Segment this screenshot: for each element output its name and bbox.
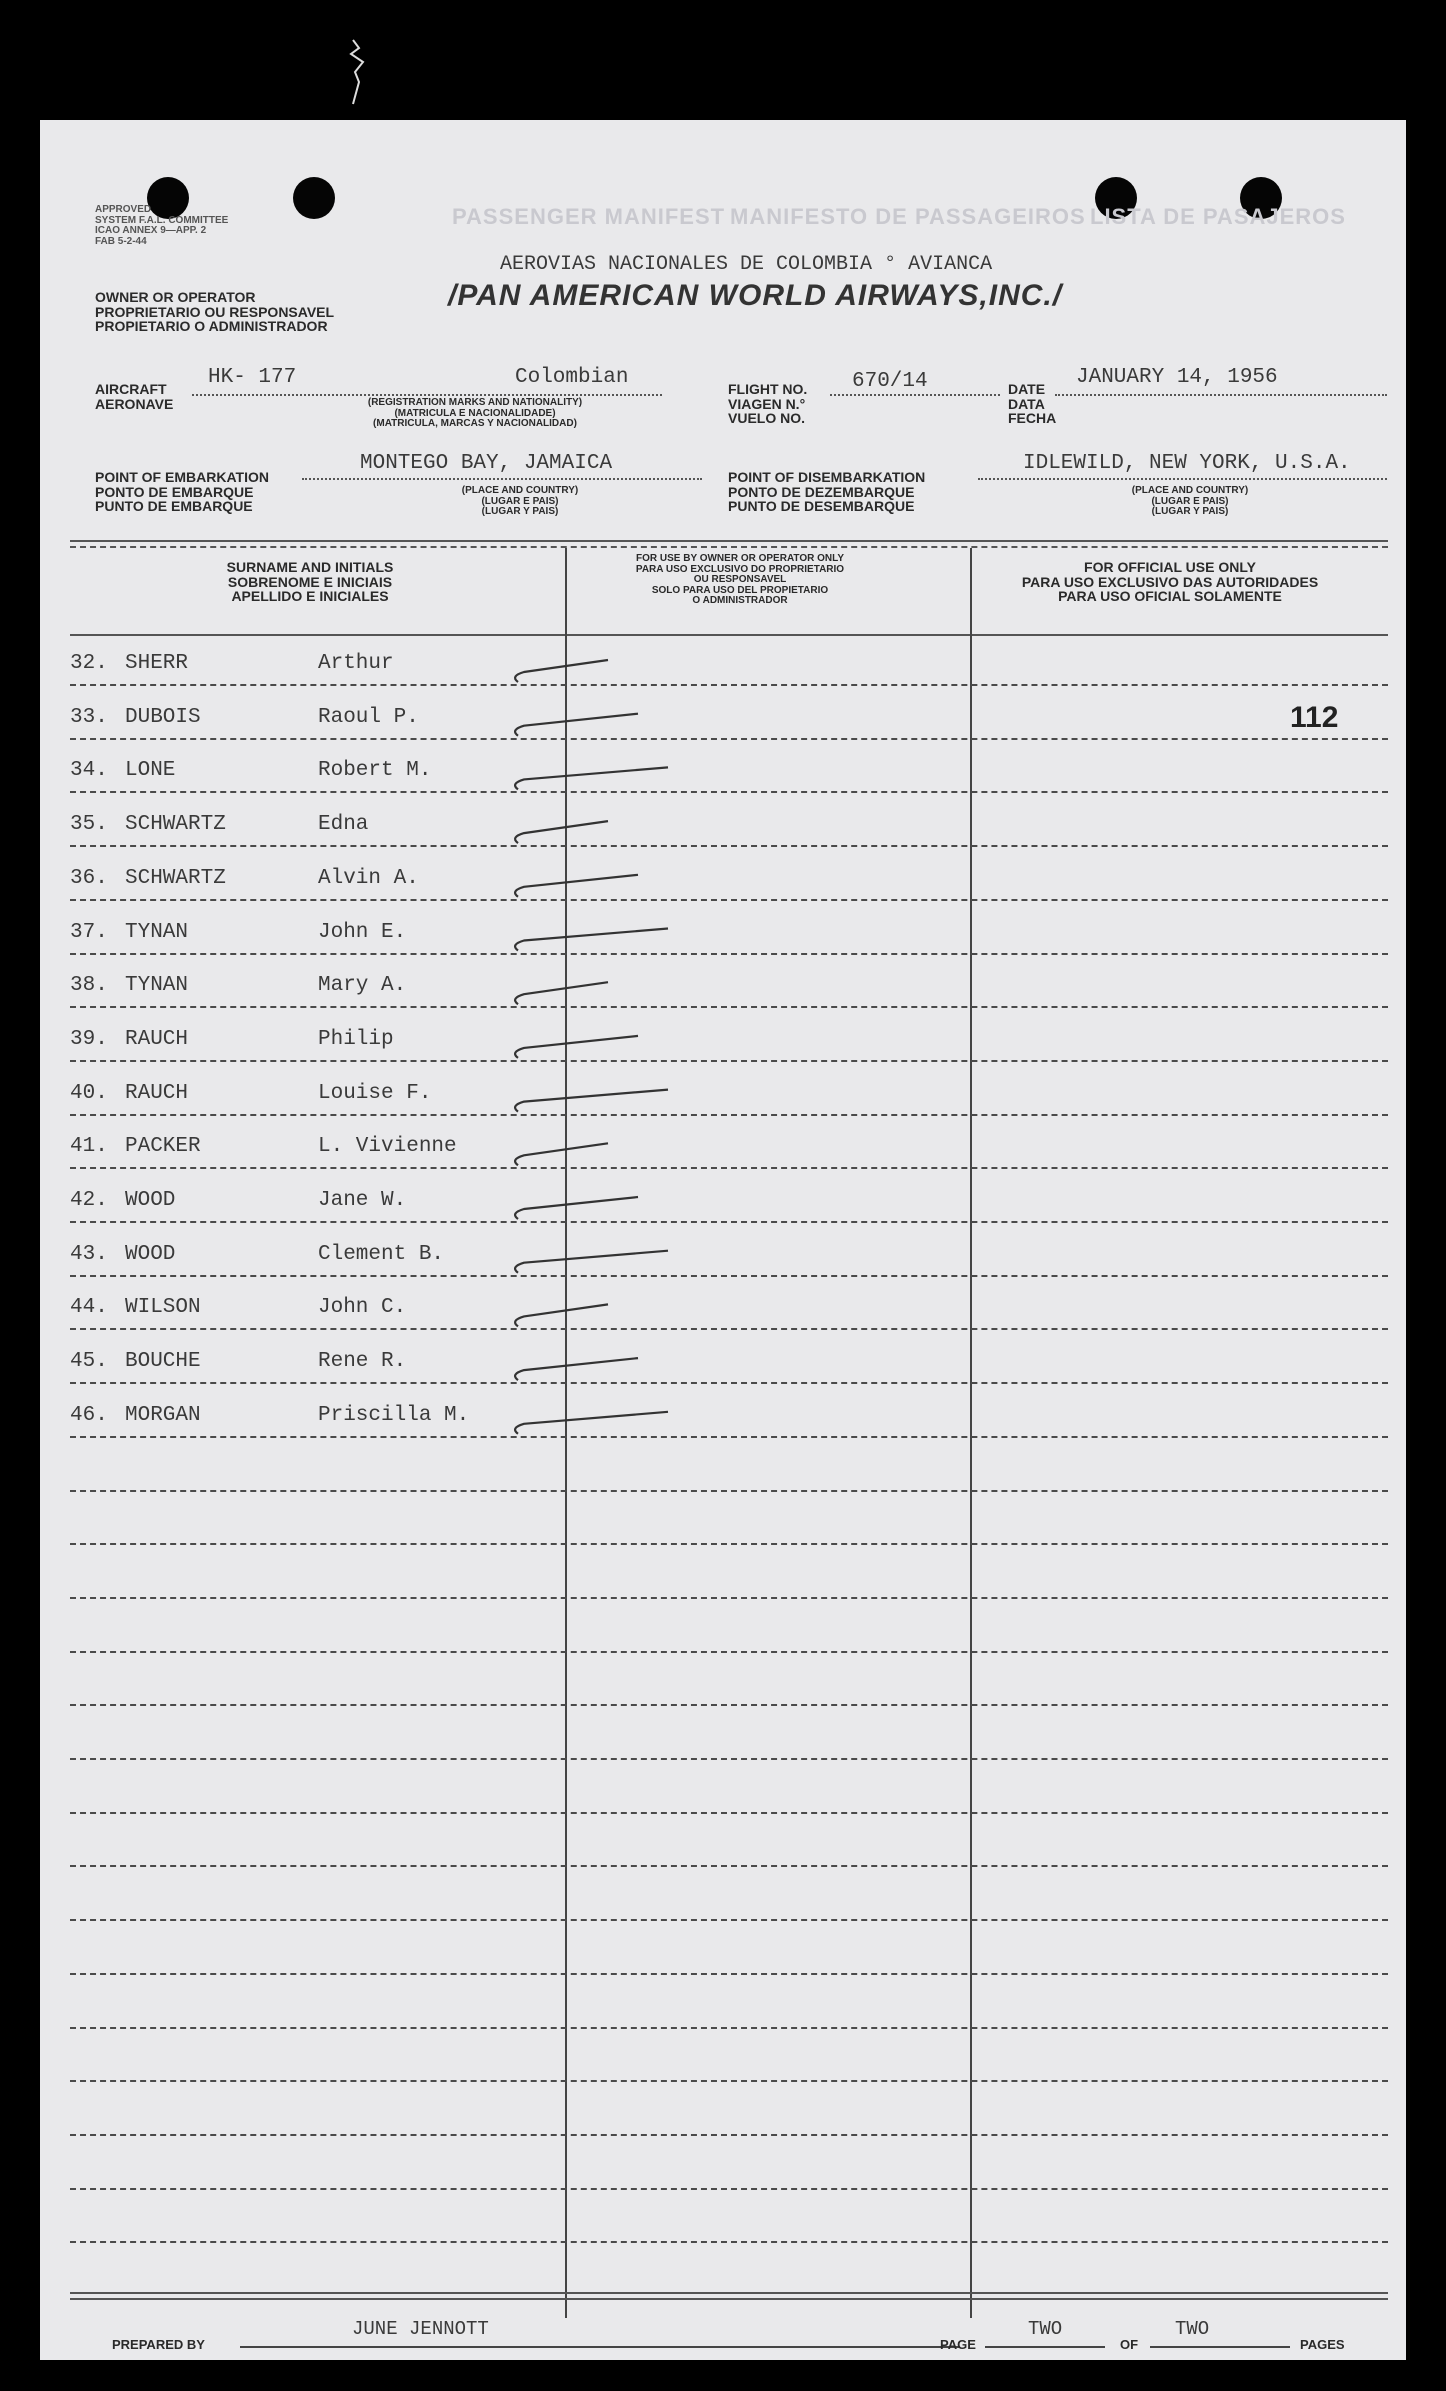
tick-mark bbox=[515, 1143, 608, 1165]
ruled-line bbox=[70, 845, 1388, 847]
tick-mark bbox=[515, 929, 668, 951]
passenger-given-name: Robert M. bbox=[318, 759, 432, 783]
ruled-line bbox=[70, 1812, 1388, 1814]
ruled-line bbox=[70, 1328, 1388, 1330]
tick-mark bbox=[515, 875, 638, 897]
ruled-line bbox=[70, 1275, 1388, 1277]
pages-label: PAGES bbox=[1300, 2337, 1345, 2352]
tick-mark bbox=[515, 1304, 608, 1326]
official-number-stamp: 112 bbox=[1290, 701, 1339, 734]
ruled-line bbox=[70, 1221, 1388, 1223]
passenger-number: 46. bbox=[70, 1403, 108, 1427]
ruled-line bbox=[70, 738, 1388, 740]
ruled-line bbox=[70, 1114, 1388, 1116]
passenger-surname: BOUCHE bbox=[125, 1350, 201, 1374]
passenger-number: 37. bbox=[70, 920, 108, 944]
ruled-line bbox=[70, 1919, 1388, 1921]
tick-mark bbox=[515, 767, 668, 789]
passenger-given-name: Mary A. bbox=[318, 974, 407, 998]
flight-number-label: FLIGHT NO. VIAGEN N.° VUELO NO. bbox=[728, 381, 808, 427]
ruled-line bbox=[70, 1651, 1388, 1653]
tick-mark bbox=[515, 1358, 638, 1380]
embarkation-point: MONTEGO BAY, JAMAICA bbox=[360, 452, 613, 475]
ruled-line bbox=[70, 2027, 1388, 2029]
disembarkation-caption: (PLACE AND COUNTRY) (LUGAR E PAIS) (LUGAR Y PAIS) bbox=[1131, 485, 1249, 517]
registration-caption: (REGISTRATION MARKS AND NATIONALITY) (MATRICULA E NACIONALIDADE) (MATRICULA, MARCAS Y NACIONALIDAD) bbox=[367, 397, 583, 429]
passenger-given-name: Clement B. bbox=[318, 1242, 445, 1266]
passenger-number: 43. bbox=[70, 1242, 108, 1266]
passenger-surname: RAUCH bbox=[125, 1081, 189, 1105]
ruled-line bbox=[70, 2241, 1388, 2243]
passenger-number: 41. bbox=[70, 1135, 108, 1159]
ruled-line bbox=[70, 2134, 1388, 2136]
tick-mark bbox=[515, 660, 608, 682]
passenger-surname: WOOD bbox=[125, 1189, 176, 1212]
ruled-line bbox=[70, 1973, 1388, 1975]
passenger-manifest-sheet bbox=[40, 120, 1406, 2360]
flight-date: JANUARY 14, 1956 bbox=[1076, 366, 1278, 389]
passenger-number: 42. bbox=[70, 1189, 108, 1212]
passenger-surname: LONE bbox=[125, 759, 176, 783]
passenger-given-name: Arthur bbox=[318, 652, 394, 675]
operator-stamp: /PAN AMERICAN WORLD AIRWAYS,INC./ bbox=[448, 279, 1063, 312]
passenger-surname: MORGAN bbox=[125, 1403, 201, 1427]
ruled-line bbox=[70, 953, 1388, 955]
passenger-surname: SHERR bbox=[125, 652, 189, 675]
aircraft-label: AIRCRAFT AERONAVE bbox=[95, 381, 174, 412]
passenger-surname: SCHWARTZ bbox=[125, 813, 226, 837]
ruled-line bbox=[70, 1865, 1388, 1867]
column-header-official-use: FOR OFFICIAL USE ONLY PARA USO EXCLUSIVO DAS AUTORIDADES PARA USO OFICIAL SOLAMENTE bbox=[1021, 559, 1319, 605]
ruled-line bbox=[70, 899, 1388, 901]
tick-mark bbox=[515, 1251, 668, 1273]
passenger-number: 39. bbox=[70, 1027, 108, 1051]
passenger-surname: RAUCH bbox=[125, 1027, 189, 1051]
tick-mark bbox=[515, 982, 608, 1004]
date-label: DATE DATA FECHA bbox=[1008, 381, 1057, 427]
passenger-number: 36. bbox=[70, 866, 108, 890]
passenger-surname: TYNAN bbox=[125, 974, 189, 998]
tick-mark bbox=[515, 1090, 668, 1112]
form-approval-note: APPROVED SYSTEM F.A.L. COMMITTEE ICAO ANNEX 9—APP. 2 FAB 5-2-44 bbox=[95, 204, 229, 247]
tick-mark bbox=[515, 821, 608, 843]
owner-operator-label: OWNER OR OPERATOR PROPRIETARIO OU RESPONSAVEL PROPIETARIO O ADMINISTRADOR bbox=[95, 289, 335, 335]
passenger-surname: PACKER bbox=[125, 1135, 201, 1159]
passenger-given-name: Priscilla M. bbox=[318, 1403, 470, 1427]
passenger-given-name: Rene R. bbox=[318, 1350, 407, 1374]
tick-mark bbox=[515, 1036, 638, 1058]
ruled-line bbox=[70, 2080, 1388, 2082]
page-label: PAGE bbox=[940, 2337, 976, 2352]
form-title-portuguese: MANIFESTO DE PASSAGEIROS bbox=[730, 204, 1086, 229]
form-title-english: PASSENGER MANIFEST bbox=[452, 204, 726, 229]
passenger-given-name: L. Vivienne bbox=[318, 1135, 457, 1159]
passenger-number: 38. bbox=[70, 974, 108, 998]
embarkation-label: POINT OF EMBARKATION PONTO DE EMBARQUE PUNTO DE EMBARQUE bbox=[95, 469, 269, 515]
passenger-number: 40. bbox=[70, 1081, 108, 1105]
ruled-line bbox=[70, 1543, 1388, 1545]
ruled-line bbox=[70, 1704, 1388, 1706]
tick-marks bbox=[40, 120, 1406, 2360]
passenger-given-name: Louise F. bbox=[318, 1081, 432, 1105]
passenger-number: 45. bbox=[70, 1350, 108, 1374]
column-header-names: SURNAME AND INITIALS SOBRENOME E INICIAIS APELLIDO E INICIALES bbox=[226, 559, 394, 605]
ruled-line bbox=[70, 1167, 1388, 1169]
passenger-given-name: Raoul P. bbox=[318, 705, 419, 729]
of-label: OF bbox=[1120, 2337, 1139, 2352]
pen-scratch-mark bbox=[345, 38, 375, 108]
tick-mark bbox=[515, 714, 638, 736]
tick-mark bbox=[515, 1197, 638, 1219]
ruled-line bbox=[70, 684, 1388, 686]
passenger-given-name: Alvin A. bbox=[318, 866, 419, 890]
passenger-given-name: John E. bbox=[318, 920, 407, 944]
ruled-line bbox=[70, 1006, 1388, 1008]
prepared-by-name: JUNE JENNOTT bbox=[352, 2318, 489, 2340]
form-title-spanish: LISTA DE PASAJEROS bbox=[1090, 204, 1346, 229]
page-total: TWO bbox=[1175, 2318, 1210, 2340]
passenger-surname: WOOD bbox=[125, 1242, 176, 1266]
passenger-surname: WILSON bbox=[125, 1296, 201, 1320]
ruled-line bbox=[70, 1436, 1388, 1438]
ruled-line bbox=[70, 1490, 1388, 1492]
passenger-given-name: Jane W. bbox=[318, 1189, 407, 1212]
passenger-number: 35. bbox=[70, 813, 108, 837]
disembarkation-point: IDLEWILD, NEW YORK, U.S.A. bbox=[1023, 452, 1351, 475]
passenger-surname: DUBOIS bbox=[125, 705, 201, 729]
passenger-number: 33. bbox=[70, 705, 108, 729]
ruled-line bbox=[70, 2188, 1388, 2190]
passenger-number: 32. bbox=[70, 652, 108, 675]
passenger-surname: SCHWARTZ bbox=[125, 866, 226, 890]
operator-typed-name: AEROVIAS NACIONALES DE COLOMBIA ° AVIANCA bbox=[500, 253, 993, 276]
passenger-given-name: Edna bbox=[318, 813, 369, 837]
passenger-given-name: Philip bbox=[318, 1027, 394, 1051]
passenger-number: 34. bbox=[70, 759, 108, 783]
ruled-line bbox=[70, 1060, 1388, 1062]
passenger-number: 44. bbox=[70, 1296, 108, 1320]
embarkation-caption: (PLACE AND COUNTRY) (LUGAR E PAIS) (LUGAR Y PAIS) bbox=[461, 485, 579, 517]
passenger-surname: TYNAN bbox=[125, 920, 189, 944]
ruled-line bbox=[70, 1382, 1388, 1384]
passenger-given-name: John C. bbox=[318, 1296, 407, 1320]
ruled-line bbox=[70, 791, 1388, 793]
ruled-line bbox=[70, 1758, 1388, 1760]
aircraft-nationality: Colombian bbox=[515, 366, 629, 389]
aircraft-registration: HK- 177 bbox=[208, 366, 297, 389]
page-number: TWO bbox=[1028, 2318, 1063, 2340]
ruled-line bbox=[70, 1597, 1388, 1599]
prepared-by-label: PREPARED BY bbox=[112, 2337, 205, 2352]
disembarkation-label: POINT OF DISEMBARKATION PONTO DE DEZEMBARQUE PUNTO DE DESEMBARQUE bbox=[728, 469, 926, 515]
column-header-owner-use: FOR USE BY OWNER OR OPERATOR ONLY PARA USO EXCLUSIVO DO PROPRIETARIO OU RESPONSAVEL SOLO PARA USO DEL PROPIETARIO O ADMINISTRADOR bbox=[635, 553, 845, 606]
flight-number: 670/14 bbox=[852, 370, 928, 393]
tick-mark bbox=[515, 1412, 668, 1434]
